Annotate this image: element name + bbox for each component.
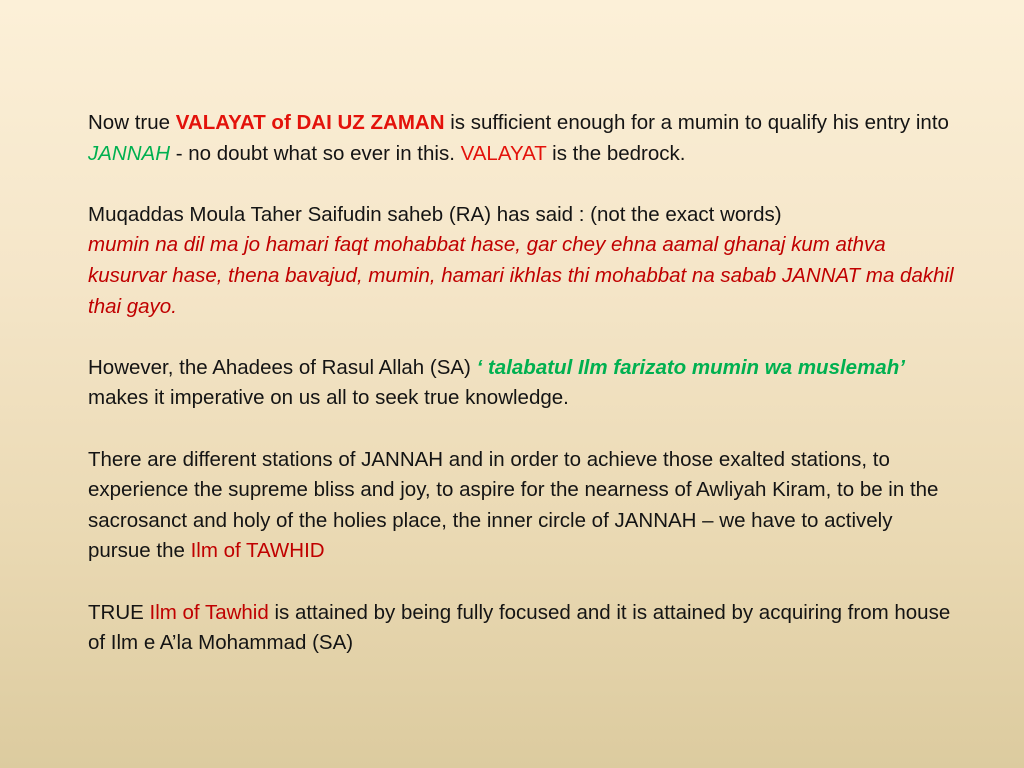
highlight-hadith: ‘ talabatul Ilm farizato mumin wa muslemah’ (476, 355, 905, 379)
highlight-ilm-of-tawhid-lower: Ilm of Tawhid (149, 600, 269, 624)
text-run: is sufficient enough for a mumin to qualify his entry into (444, 111, 949, 134)
text-run: makes it imperative on us all to seek true knowledge. (88, 386, 569, 410)
text-run: Muqaddas Moula Taher Saifudin saheb (RA) has said : (not the exact words) (88, 202, 782, 226)
quote-text: mumin na dil ma jo hamari faqt mohabbat hase, gar chey ehna aamal ghanaj kum athva kusurvar hase, thena bavajud, mumin, hamari ikhlas thi mohabbat na sabab JANNAT ma dakhil thai gayo. (88, 233, 954, 318)
paragraph-true-ilm (88, 598, 958, 659)
text-run: TRUE (88, 600, 150, 624)
paragraph-valayat (88, 108, 958, 169)
text-run: - no doubt what so ever in this. (170, 141, 461, 165)
text-run: Now true (88, 111, 176, 134)
highlight-jannah: JANNAH (88, 141, 171, 165)
text-run: However, the Ahadees of Rasul Allah (SA) (88, 355, 477, 379)
text-run: is the bedrock. (546, 141, 686, 165)
highlight-valayat-dai-uz-zaman: VALAYAT of DAI UZ ZAMAN (175, 111, 445, 134)
paragraph-quote (88, 200, 958, 322)
highlight-ilm-of-tawhid: Ilm of TAWHID (190, 539, 325, 563)
slide-body (88, 108, 958, 659)
paragraph-stations (88, 445, 958, 567)
paragraph-ahadees (88, 353, 958, 414)
highlight-valayat: VALAYAT (460, 141, 547, 165)
text-run: is attained by being fully focused and it is attained by acquiring from house of Ilm e A’la Mohammad (SA) (88, 600, 951, 655)
text-run: There are different stations of JANNAH and in order to achieve those exalted stations, to experience the supreme bliss and joy, to aspire for the nearness of Awliyah Kiram, to be in the sacrosanct and holy of the holies place, the inner circle of JANNAH – we have to actively pursue the (88, 447, 939, 563)
